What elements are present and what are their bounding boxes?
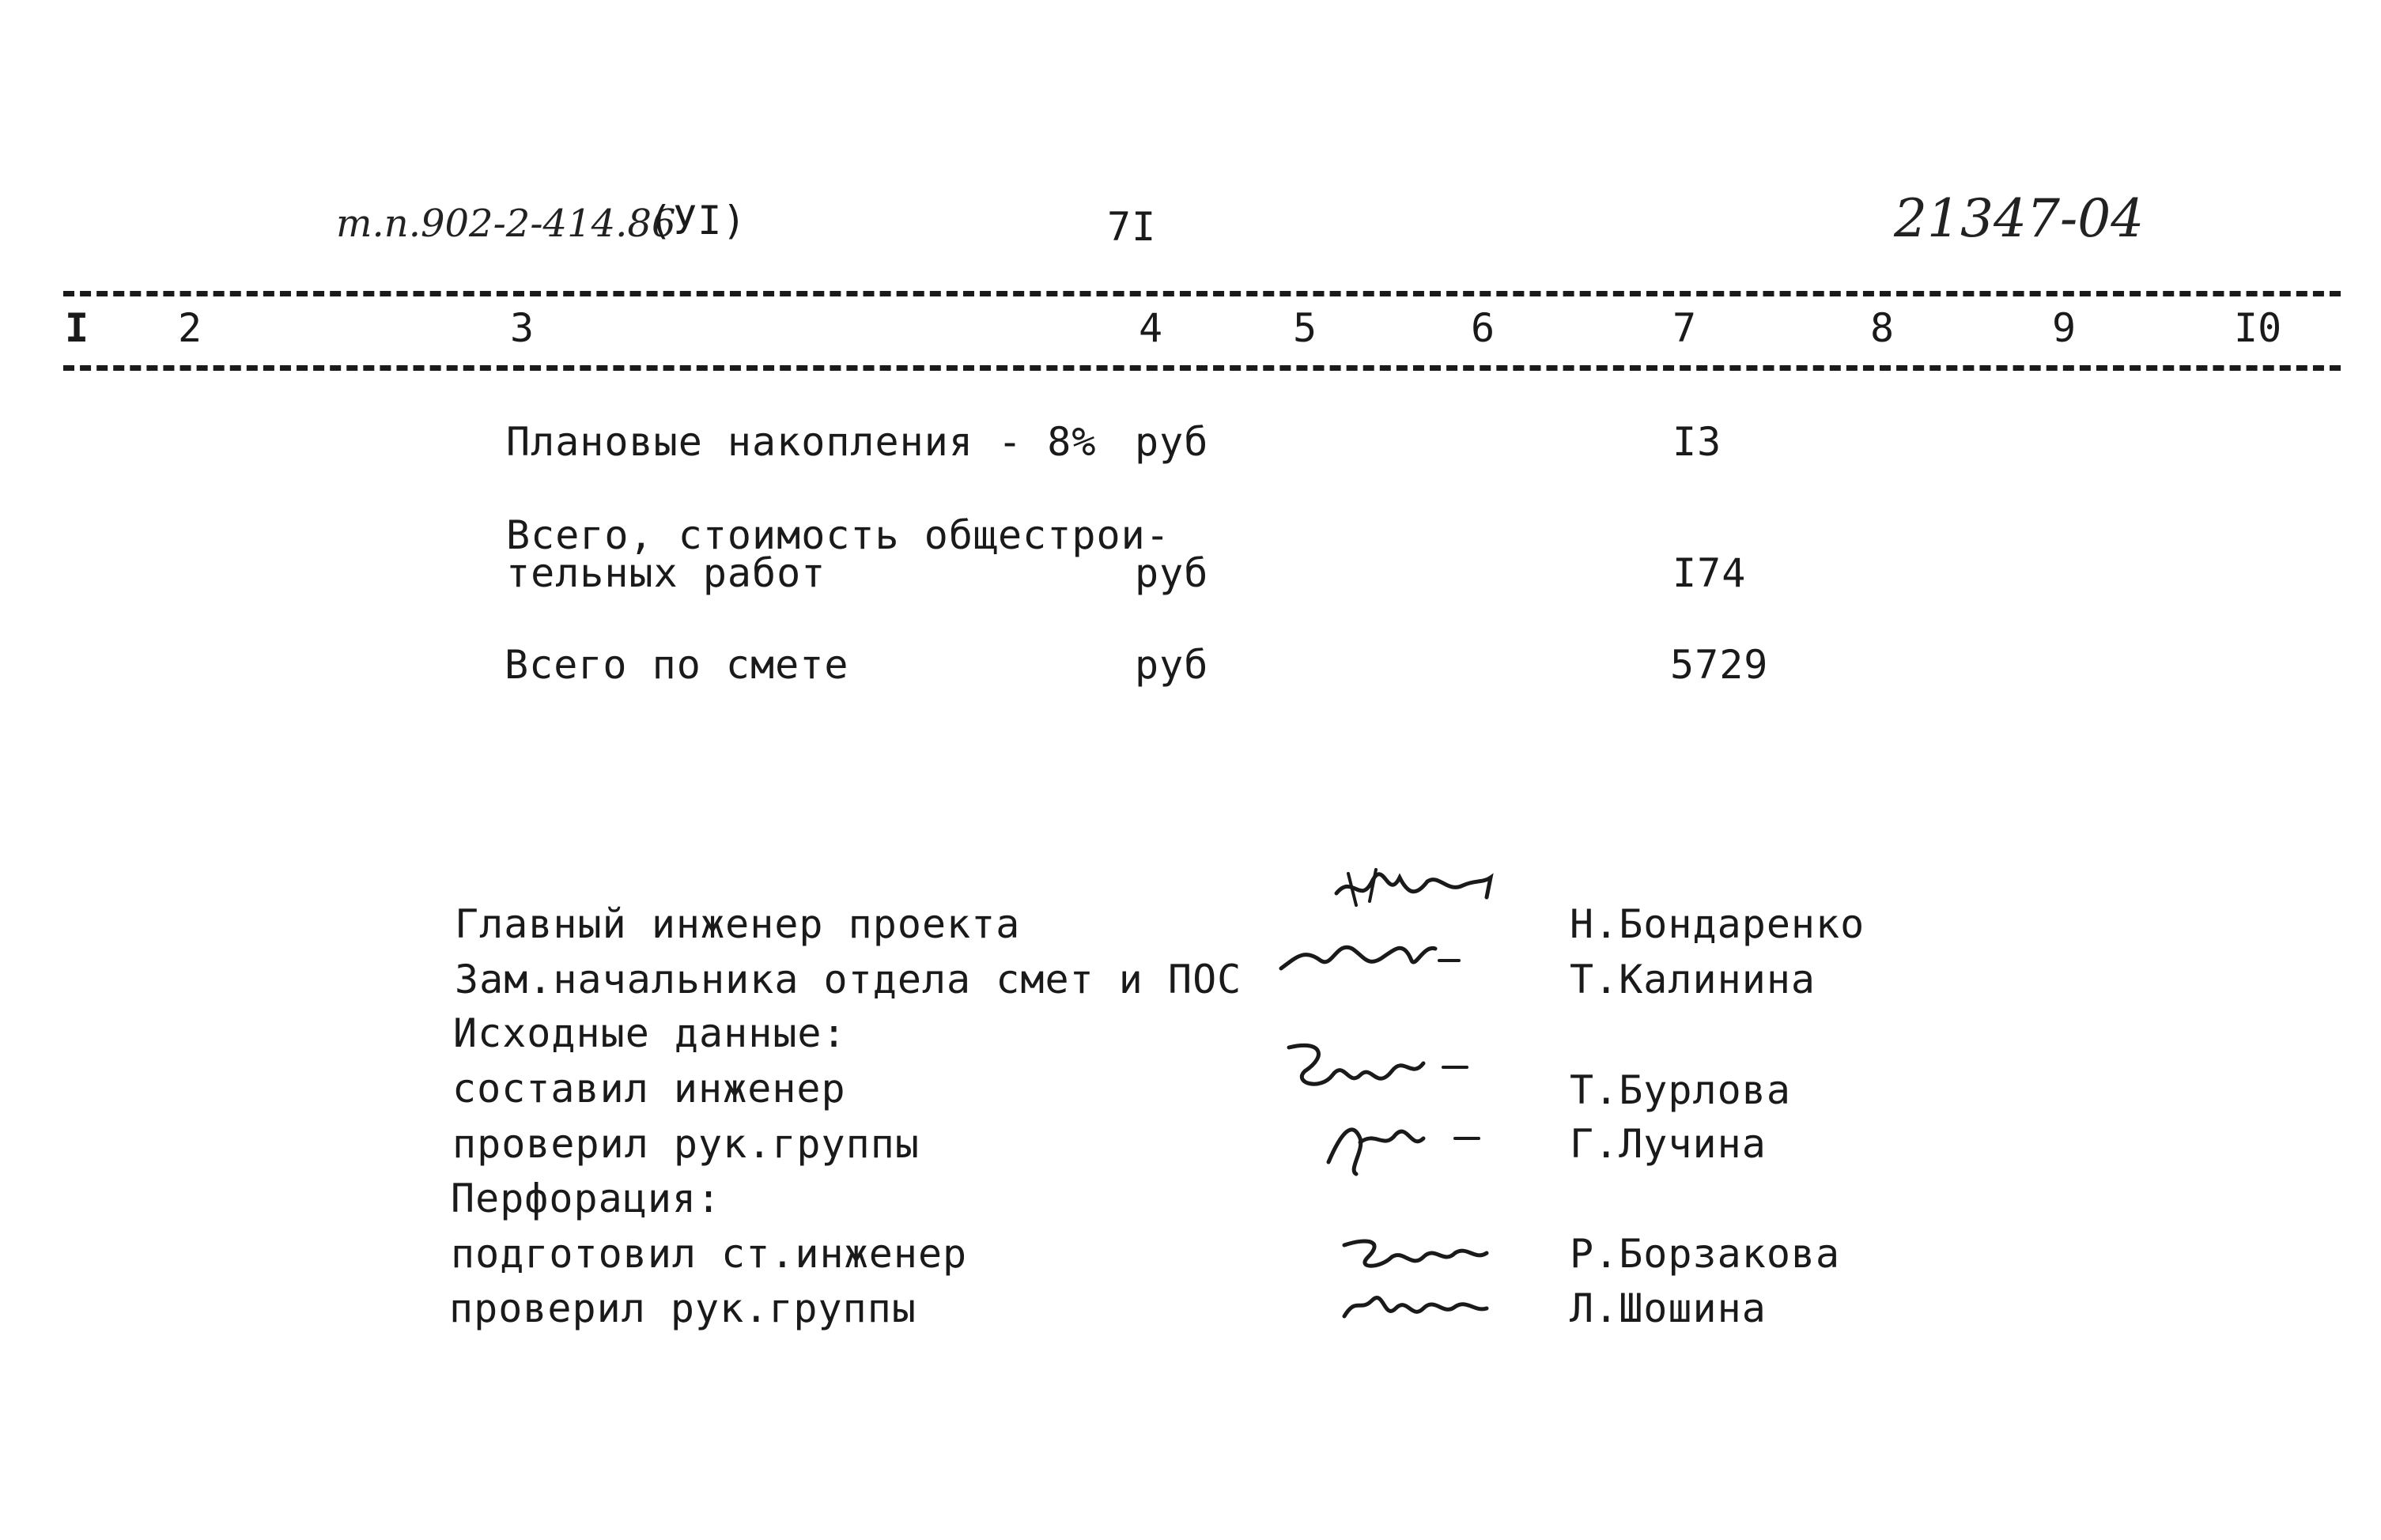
column-header-2: 2 xyxy=(178,305,202,351)
signatory-role: проверил рук.группы xyxy=(452,1121,920,1167)
signatory-name: Н.Бондаренко xyxy=(1570,901,1865,947)
signatory-name: Р.Борзакова xyxy=(1570,1231,1841,1277)
row-unit: руб xyxy=(1135,550,1209,596)
column-header-10: I0 xyxy=(2234,305,2282,351)
row-unit: руб xyxy=(1135,642,1209,688)
signatory-name: Л.Шошина xyxy=(1570,1285,1767,1331)
row-name: Всего по смете xyxy=(505,642,849,688)
column-header-8: 8 xyxy=(1870,305,1895,351)
row-name: Плановые накопления - 8% xyxy=(506,419,1097,465)
signatory-role: составил инженер xyxy=(452,1066,846,1112)
row-value: I3 xyxy=(1672,419,1722,465)
reference-number: 21347-04 xyxy=(1894,188,2145,249)
signature-4-image xyxy=(1313,1103,1502,1182)
signature-2-image xyxy=(1273,925,1463,988)
section-label: Перфорация: xyxy=(451,1176,722,1221)
column-header-5: 5 xyxy=(1293,305,1317,351)
column-header-1: I xyxy=(65,305,89,351)
signature-3-image xyxy=(1273,1032,1479,1111)
signatory-name: Г.Лучина xyxy=(1570,1121,1767,1167)
signatory-role: Зам.начальника отдела смет и ПОС xyxy=(455,957,1242,1002)
row-name-continued: тельных работ xyxy=(506,550,826,596)
column-header-4: 4 xyxy=(1139,305,1163,351)
page-number: 7I xyxy=(1107,204,1157,250)
section-label: Исходные данные: xyxy=(453,1010,847,1056)
row-unit: руб xyxy=(1135,419,1209,465)
signatory-role: Главный инженер проекта xyxy=(455,901,1021,947)
signatory-role: проверил рук.группы xyxy=(449,1285,916,1331)
column-header-9: 9 xyxy=(2052,305,2077,351)
row-value: I74 xyxy=(1672,550,1747,596)
bottom-dashed-rule xyxy=(63,365,2341,371)
top-dashed-rule xyxy=(63,291,2341,296)
signatory-role: подготовил ст.инженер xyxy=(451,1231,968,1277)
row-name: Всего, стоимость общестрои- xyxy=(506,512,1170,558)
signatory-name: Т.Бурлова xyxy=(1570,1067,1791,1113)
row-value: 5729 xyxy=(1670,642,1769,688)
column-header-3: 3 xyxy=(510,305,535,351)
signature-6-image xyxy=(1336,1277,1495,1332)
signature-1-image xyxy=(1328,858,1502,921)
signatory-name: Т.Калинина xyxy=(1570,957,1816,1002)
column-header-6: 6 xyxy=(1471,305,1495,351)
column-header-7: 7 xyxy=(1672,305,1697,351)
volume-label: (УI) xyxy=(648,198,747,243)
document-code: т.п.902-2-414.86 xyxy=(336,202,676,246)
